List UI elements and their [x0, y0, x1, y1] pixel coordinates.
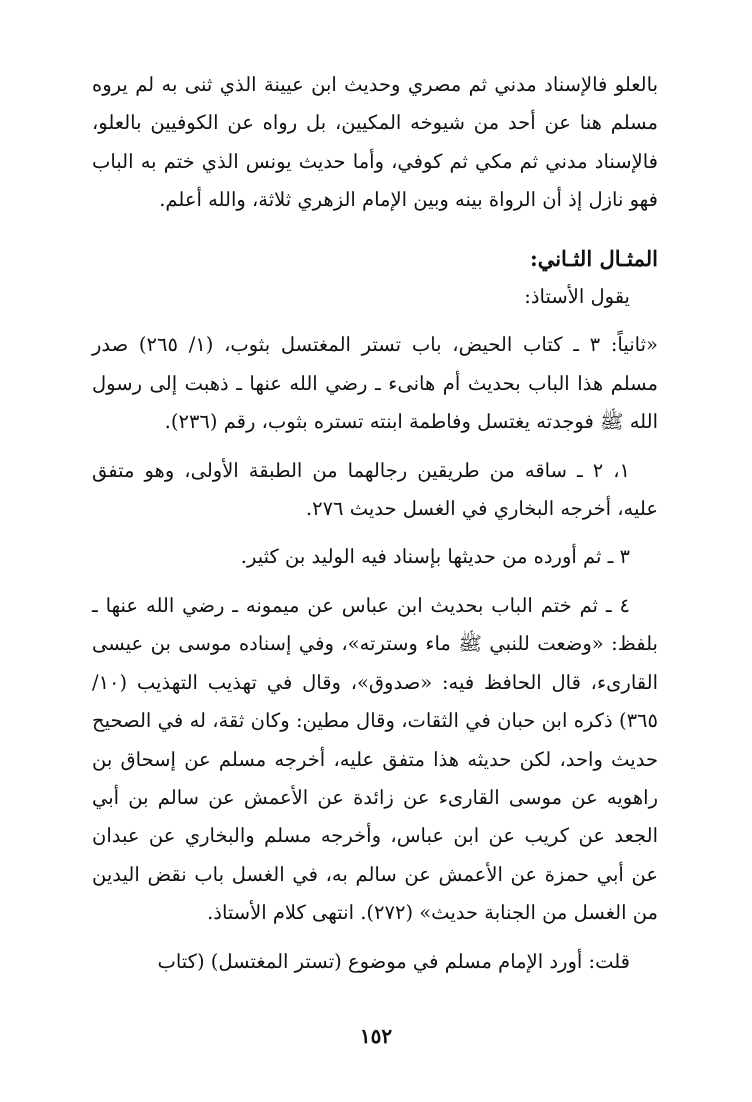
quote-paragraph: «ثانياً: ٣ ـ كتاب الحيض، باب تستر المغتسل بثوب، (١/ ٢٦٥) صدر مسلم هذا الباب بحديث أم هانىء ـ رضي الله عنها ـ ذهبت إلى رسول الله ﷺ فوجدته يغتسل وفاطمة ابنته تستره بثوب، رقم (٢٣٦). — [92, 333, 658, 434]
item-1-2-paragraph: ١، ٢ ـ ساقه من طريقين رجالهما من الطبقة الأولى، وهو متفق عليه، أخرجه البخاري في الغسل حديث ٢٧٦. — [92, 458, 658, 521]
ustadh-says-line: يقول الأستاذ: — [524, 285, 630, 309]
paragraph-intro: بالعلو فالإسناد مدني ثم مصري وحديث ابن عيينة الذي ثنى به لم يروه مسلم هنا عن أحد من شيوخه المكيين، بل رواه عن الكوفيين بالعلو، فالإسناد مدني ثم مكي ثم كوفي، وأما حديث يونس الذي ختم به الباب فهو نازل إذ أن الرواة بينه وبين الإمام الزهري ثلاثة، والله أعلم. — [92, 73, 658, 212]
section-heading: المثـال الثـاني: — [529, 245, 658, 271]
page-number: ١٥٢ — [359, 1024, 393, 1048]
page-body — [92, 66, 658, 981]
item-4-paragraph: ٤ ـ ثم ختم الباب بحديث ابن عباس عن ميمونه ـ رضي الله عنها ـ بلفظ: «وضعت للنبي ﷺ ماء وسترته»، وفي إسناده موسى بن عيسى القارىء، قال الحافظ فيه: «صدوق»، وقال في تهذيب التهذيب (١٠/ ٣٦٥) ذكره ابن حبان في الثقات، وقال مطين: وكان ثقة، له في الصحيح حديث واحد، لكن حديثه هذا متفق عليه، أخرجه مسلم عن إسحاق بن راهويه عن موسى القارىء عن زائدة عن الأعمش عن سالم بن أبي الجعد عن كريب عن ابن عباس، وأخرجه مسلم والبخاري عن عبدان عن أبي حمزة عن الأعمش عن سالم به، في الغسل باب نقض اليدين من الغسل من الجنابة حديث» (٢٧٢). انتهى كلام الأستاذ. — [92, 593, 658, 925]
item-3-paragraph: ٣ ـ ثم أورده من حديثها بإسناد فيه الوليد بن كثير. — [240, 545, 630, 569]
qultu-paragraph: قلت: أورد الإمام مسلم في موضوع (تستر المغتسل) (كتاب — [157, 949, 630, 973]
